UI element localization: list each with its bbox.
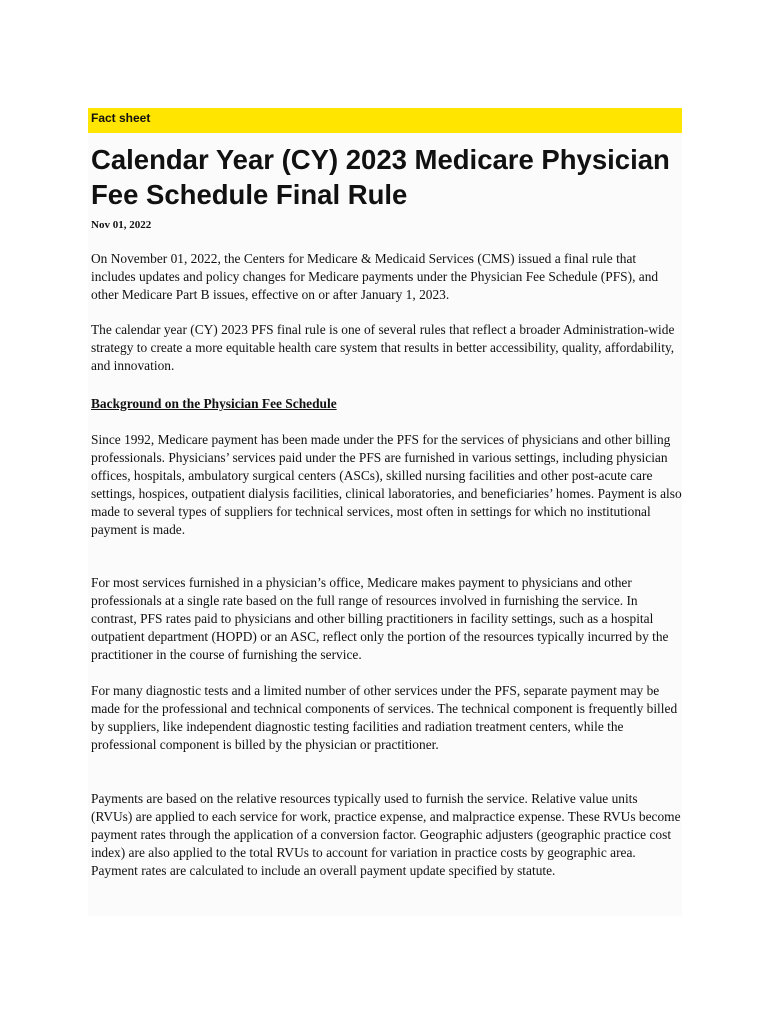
body-paragraph-2: For most services furnished in a physician’s office, Medicare makes payment to physicians and other professionals at a single rate based on the full range of resources involved in furnishing the service. In contrast, PFS rates paid to physicians and other billing practitioners in facility settings, such as a hospital outpatient department (HOPD) or an ASC, reflect only the portion of the resources typically incurred by the practitioner in the course of furnishing the service. — [91, 575, 669, 662]
publication-date: Nov 01, 2022 — [91, 219, 152, 231]
intro-paragraph-2: The calendar year (CY) 2023 PFS final rule is one of several rules that reflect a broader Administration-wide strategy to create a more equitable health care system that results in better accessibility, quality, affordability, and innovation. — [91, 322, 675, 373]
fact-sheet-label: Fact sheet — [91, 111, 151, 125]
fact-sheet-banner — [88, 108, 682, 133]
page-title: Calendar Year (CY) 2023 Medicare Physician Fee Schedule Final Rule — [91, 144, 670, 210]
intro-paragraph-1: On November 01, 2022, the Centers for Medicare & Medicaid Services (CMS) issued a final rule that includes updates and policy changes for Medicare payments under the Physician Fee Schedule (PFS), and other Medicare Part B issues, effective on or after January 1, 2023. — [91, 251, 659, 302]
document-page — [88, 108, 682, 916]
body-paragraph-3: For many diagnostic tests and a limited number of other services under the PFS, separate payment may be made for the professional and technical components of services. The technical component is frequently billed by suppliers, like independent diagnostic testing facilities and radiation treatment centers, while the professional component is billed by the physician or practitioner. — [91, 683, 678, 752]
section-heading: Background on the Physician Fee Schedule — [91, 396, 337, 411]
body-paragraph-4: Payments are based on the relative resources typically used to furnish the service. Relative value units (RVUs) are applied to each service for work, practice expense, and malpractice expense. These RVUs become payment rates through the application of a conversion factor. Geographic adjusters (geographic practice cost index) are also applied to the total RVUs to account for variation in practice costs by geographic area. Payment rates are calculated to include an overall payment update specified by statute. — [91, 791, 681, 878]
body-paragraph-1: Since 1992, Medicare payment has been made under the PFS for the services of physicians and other billing professionals. Physicians’ services paid under the PFS are furnished in various settings, including physician offices, hospitals, ambulatory surgical centers (ASCs), skilled nursing facilities and other post-acute care settings, hospices, outpatient dialysis facilities, clinical laboratories, and beneficiaries’ homes. Payment is also made to several types of suppliers for technical services, most often in settings for which no institutional payment is made. — [91, 432, 682, 537]
